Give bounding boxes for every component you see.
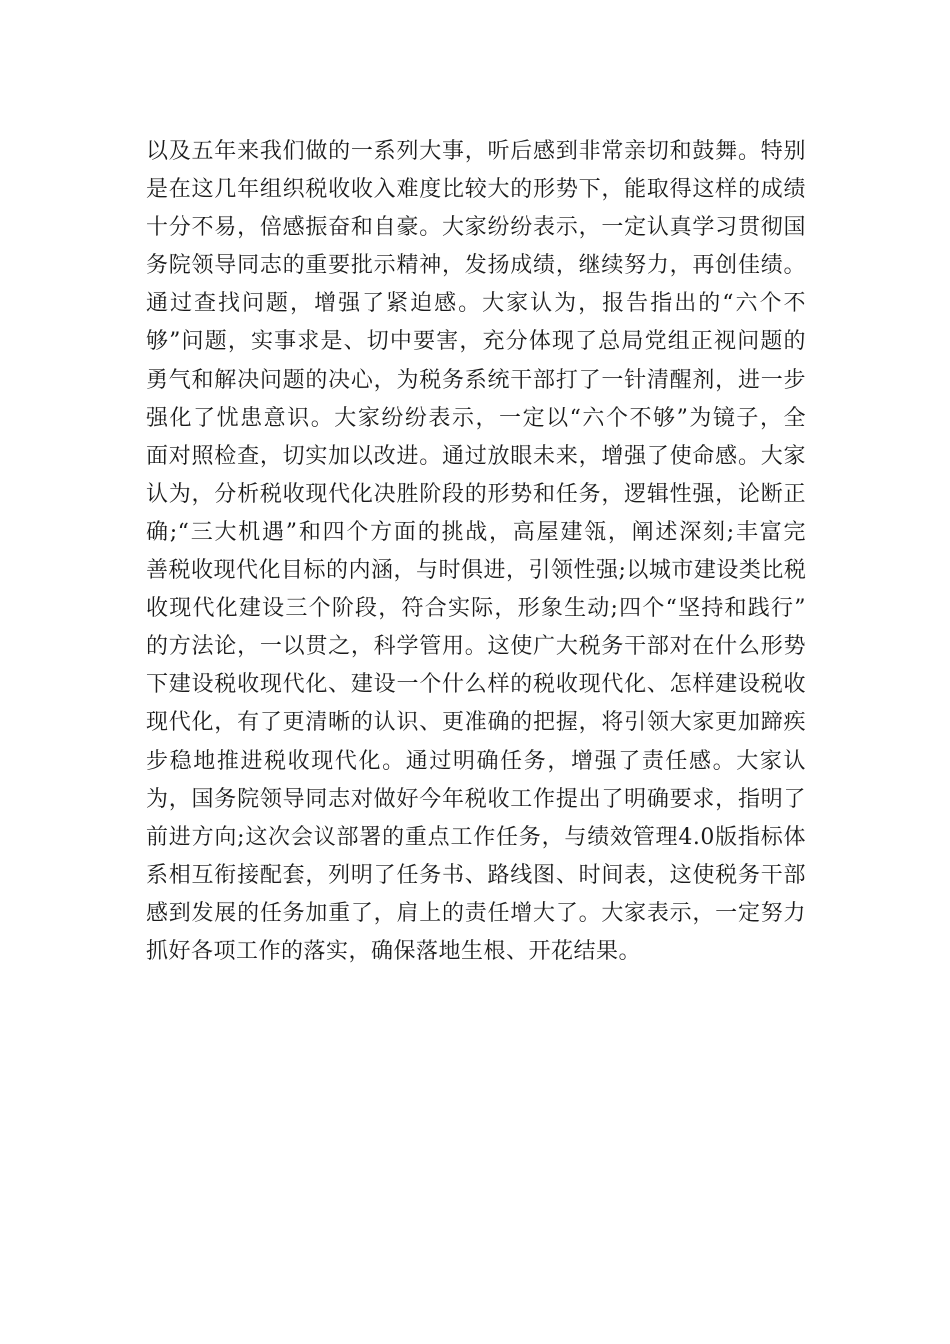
text-line: 务院领导同志的重要批示精神，发扬成绩，继续努力，再创佳绩。: [146, 253, 806, 279]
text-line: 通过查找问题，增强了紧迫感。大家认为，报告指出的“六个不: [146, 291, 806, 317]
text-line: 以及五年来我们做的一系列大事，听后感到非常亲切和鼓舞。特别: [146, 139, 806, 164]
text-line: 为，国务院领导同志对做好今年税收工作提出了明确要求，指明了: [146, 786, 806, 812]
body-paragraph: [146, 133, 806, 971]
text-line: 的方法论，一以贯之，科学管用。这使广大税务干部对在什么形势: [146, 634, 806, 660]
text-line: 够”问题，实事求是、切中要害，充分体现了总局党组正视问题的: [146, 329, 806, 355]
text-line: 面对照检查，切实加以改进。通过放眼未来，增强了使命感。大家: [146, 443, 806, 469]
text-line: 现代化，有了更清晰的认识、更准确的把握，将引领大家更加蹄疾: [146, 710, 806, 736]
text-line: 步稳地推进税收现代化。通过明确任务，增强了责任感。大家认: [146, 748, 806, 774]
text-line: 感到发展的任务加重了，肩上的责任增大了。大家表示，一定努力: [146, 900, 806, 926]
text-line: 前进方向;这次会议部署的重点工作任务，与绩效管理4.0版指标体: [146, 824, 806, 850]
text-line: 抓好各项工作的落实，确保落地生根、开花结果。: [146, 938, 642, 964]
text-line: 确;“三大机遇”和四个方面的挑战，高屋建瓴，阐述深刻;丰富完: [146, 519, 806, 545]
text-line: 勇气和解决问题的决心，为税务系统干部打了一针清醒剂，进一步: [146, 367, 806, 393]
text-line: 认为，分析税收现代化决胜阶段的形势和任务，逻辑性强，论断正: [146, 481, 806, 507]
text-line: 善税收现代化目标的内涵，与时俱进，引领性强;以城市建设类比税: [146, 558, 807, 584]
text-line: 下建设税收现代化、建设一个什么样的税收现代化、怎样建设税收: [146, 672, 806, 698]
text-line: 是在这几年组织税收收入难度比较大的形势下，能取得这样的成绩: [146, 177, 806, 203]
text-line: 十分不易，倍感振奋和自豪。大家纷纷表示，一定认真学习贯彻国: [146, 215, 806, 241]
text-line: 收现代化建设三个阶段，符合实际，形象生动;四个“坚持和践行”: [146, 596, 806, 622]
text-line: 系相互衔接配套，列明了任务书、路线图、时间表，这使税务干部: [146, 862, 806, 888]
text-line: 强化了忧患意识。大家纷纷表示，一定以“六个不够”为镜子，全: [146, 405, 806, 431]
